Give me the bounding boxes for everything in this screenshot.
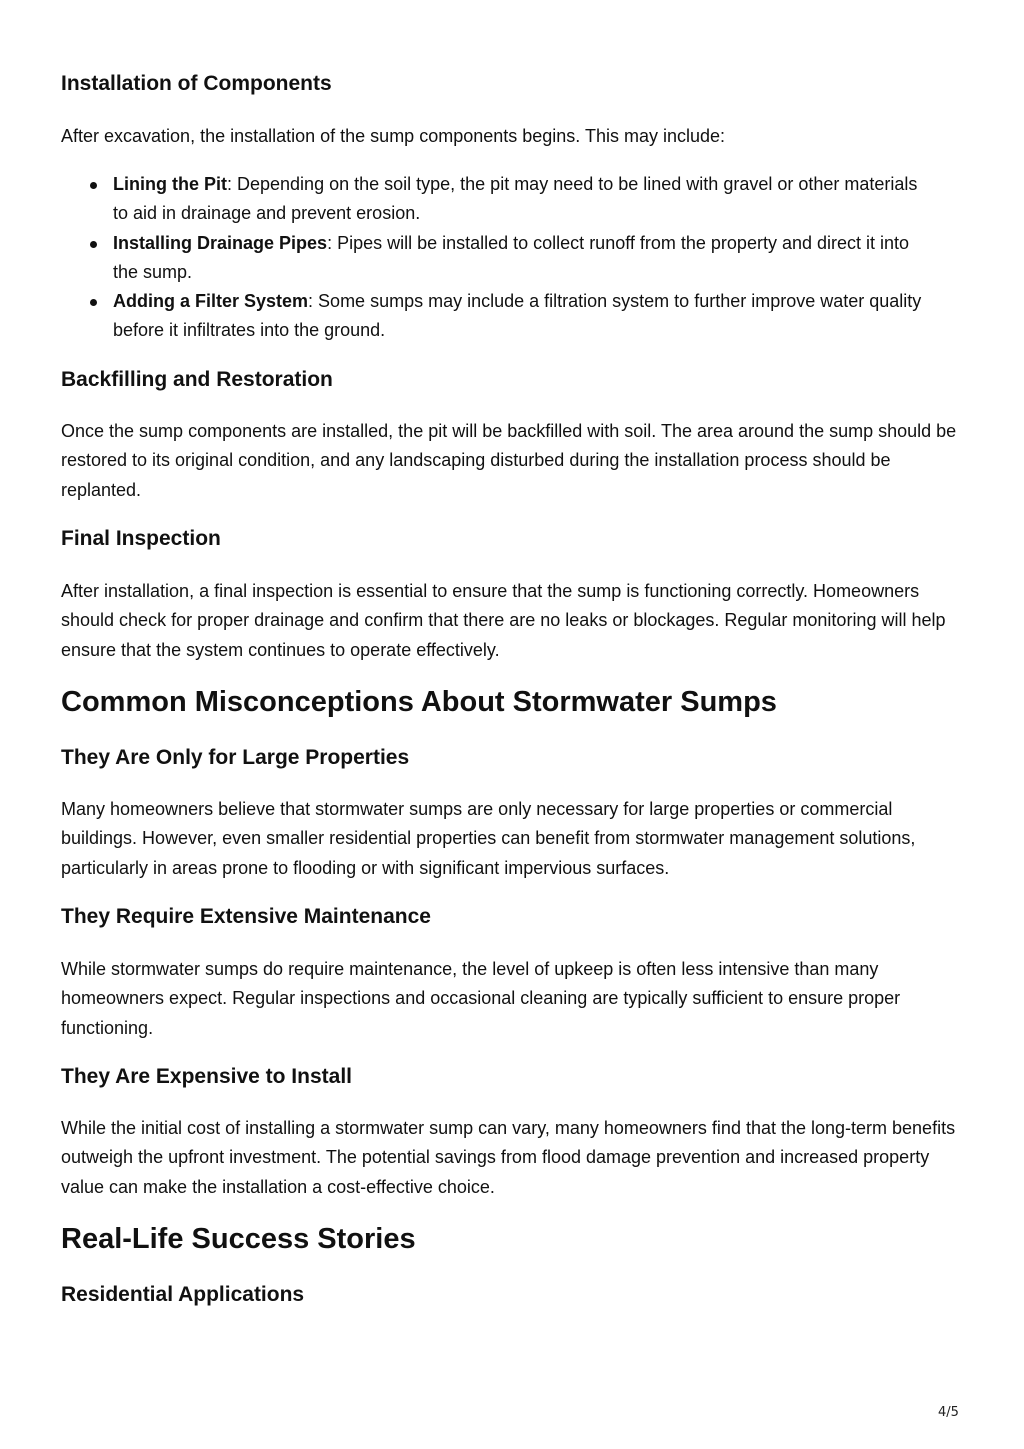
backfilling-paragraph: Once the sump components are installed, the pit will be backfilled with soil. The area around the sump should be restored to its original condition, and any landscaping disturbed during the installation process should be replanted. (61, 421, 957, 500)
installation-list (61, 170, 967, 346)
large-properties-paragraph: Many homeowners believe that stormwater sumps are only necessary for large properties or commercial buildings. However, even smaller residential properties can benefit from stormwater management solutions, particularly in areas prone to flooding or with significant impervious surfaces. (61, 799, 916, 878)
bullet-icon (90, 182, 97, 189)
list-item-term: Installing Drainage Pipes (113, 232, 328, 253)
maintenance-paragraph: While stormwater sumps do require maintenance, the level of upkeep is often less intensive than many homeowners expect. Regular inspections and occasional cleaning are typically sufficient to ensure proper functioning. (61, 959, 901, 1038)
list-item-term: Adding a Filter System (113, 291, 309, 312)
heading-extensive-maintenance: They Require Extensive Maintenance (61, 905, 431, 928)
bullet-icon (90, 299, 97, 306)
heading-installation-of-components: Installation of Components (61, 72, 332, 95)
heading-real-life-success-stories: Real-Life Success Stories (61, 1223, 416, 1255)
installation-intro: After excavation, the installation of the sump components begins. This may include: (61, 126, 726, 146)
expensive-paragraph: While the initial cost of installing a stormwater sump can vary, many homeowners find that the long-term benefits outweigh the upfront investment. The potential savings from flood damage prevention and increased property value can make the installation a cost-effective choice. (61, 1118, 956, 1197)
heading-only-large-properties: They Are Only for Large Properties (61, 746, 410, 769)
bullet-icon (90, 241, 97, 248)
list-item-text: : Pipes will be installed to collect runoff from the property and direct it into the sump. (113, 232, 910, 282)
list-item-text: : Depending on the soil type, the pit may need to be lined with gravel or other materials to aid in drainage and prevent erosion. (113, 174, 918, 224)
heading-final-inspection: Final Inspection (61, 527, 221, 550)
heading-backfilling-and-restoration: Backfilling and Restoration (61, 368, 333, 391)
heading-residential-applications: Residential Applications (61, 1283, 305, 1306)
list-item (61, 229, 933, 288)
heading-common-misconceptions: Common Misconceptions About Stormwater Sumps (61, 686, 777, 718)
final-inspection-paragraph: After installation, a final inspection is essential to ensure that the sump is functioning correctly. Homeowners should check for proper drainage and confirm that there are no leaks or blockages. Regular monitoring will help ensure that the system continues to operate effectively. (61, 581, 946, 660)
heading-expensive-to-install: They Are Expensive to Install (61, 1065, 352, 1088)
page-number: 4/5 (938, 1405, 959, 1420)
list-item (61, 287, 933, 346)
list-item (61, 170, 933, 229)
list-item-text: : Some sumps may include a filtration system to further improve water quality before it infiltrates into the ground. (113, 291, 922, 341)
list-item-term: Lining the Pit (113, 174, 227, 194)
